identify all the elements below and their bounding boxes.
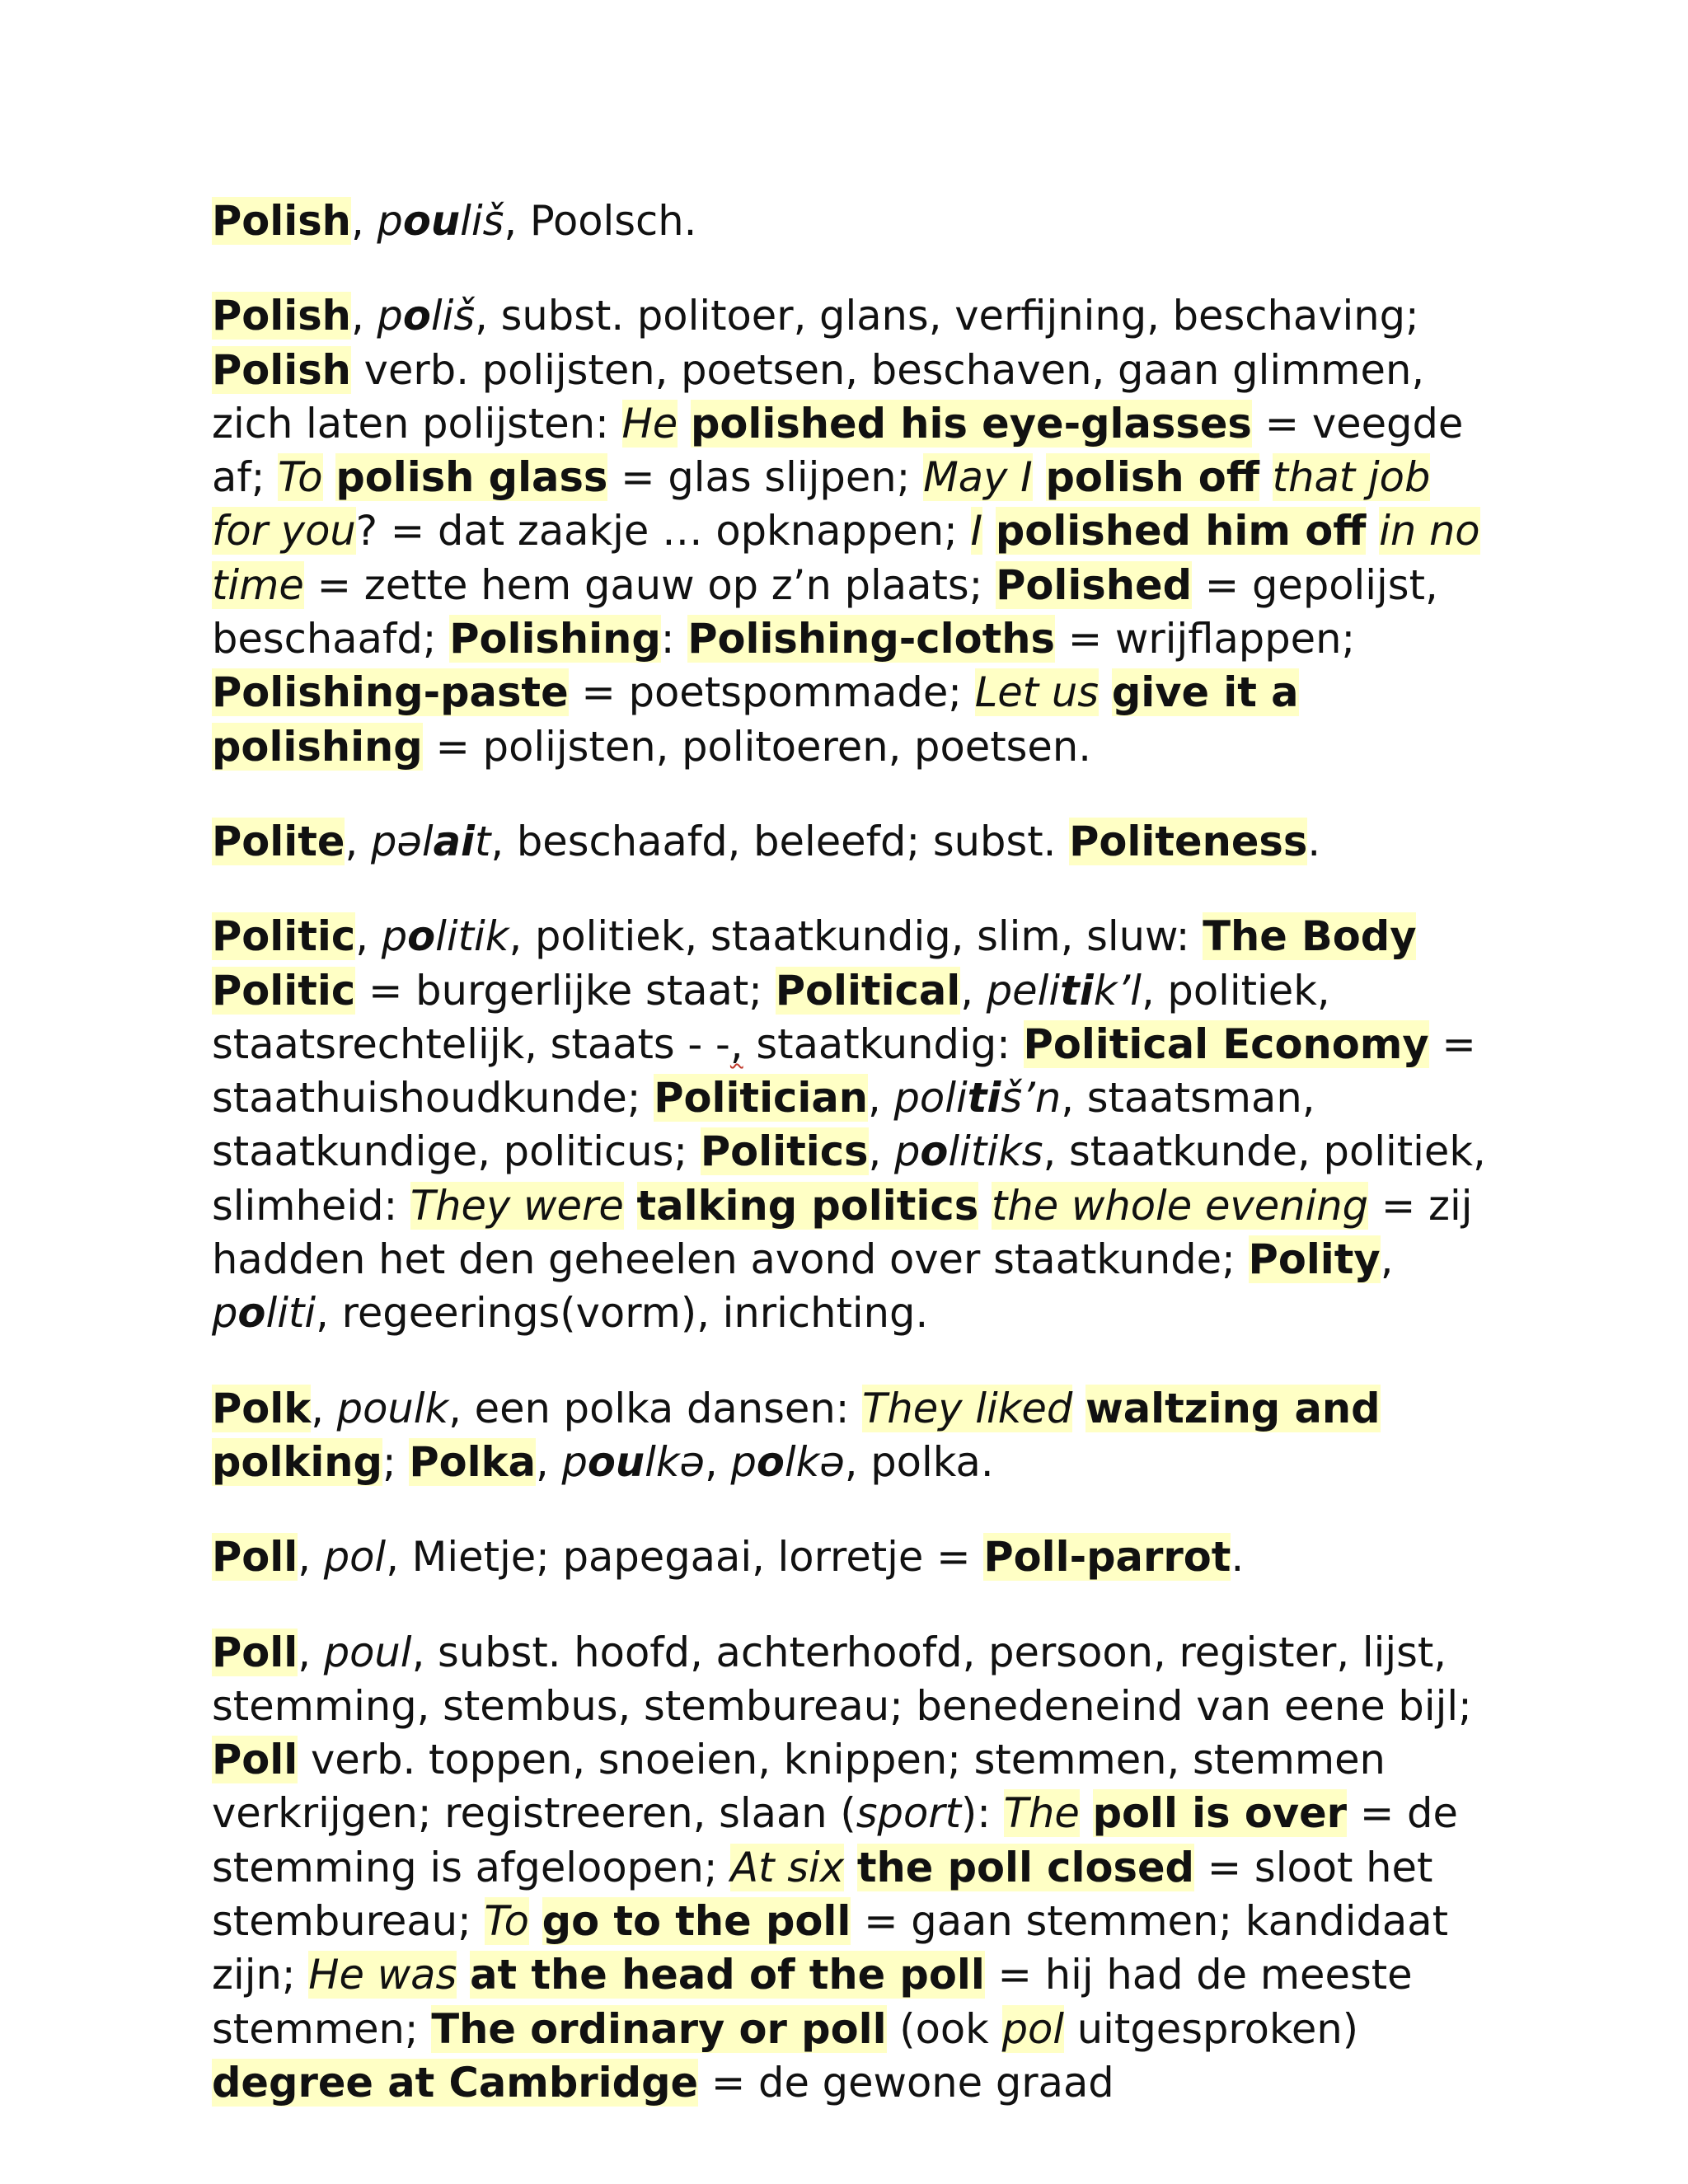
entry-text <box>1072 1385 1085 1432</box>
dictionary-entry <box>212 194 1498 248</box>
headword: Polished <box>996 560 1193 609</box>
entry-text: , staatkunde, politiek, slimheid: <box>212 1127 1486 1230</box>
pronunciation: liti <box>265 1289 316 1338</box>
entry-text <box>1080 1789 1093 1837</box>
example-text: the whole evening <box>991 1181 1369 1230</box>
entry-text: , <box>350 292 377 340</box>
entry-text: = burgerlijke staat; <box>355 966 776 1015</box>
pronunciation: š’n <box>1001 1074 1062 1122</box>
headword: give it a polishing <box>212 668 1299 771</box>
pronunciation: p <box>212 1289 238 1338</box>
headword: Poll <box>212 1628 298 1676</box>
headword: Polish <box>212 345 351 394</box>
pronunciation: lkə <box>645 1437 705 1486</box>
dictionary-entry <box>212 1382 1498 1490</box>
entry-text: , <box>868 1127 894 1176</box>
entry-text <box>529 1897 542 1945</box>
pronunciation: liš <box>430 292 476 340</box>
entry-text: , politiek, staatsrechtelijk, staats - - <box>212 966 1330 1068</box>
pronunciation: p <box>377 197 403 245</box>
headword: Polish <box>212 197 351 245</box>
pronunciation: o <box>407 912 436 961</box>
entry-text: , <box>345 817 371 865</box>
pronunciation: ou <box>587 1437 645 1486</box>
entry-text: = de stemming is afgeloopen; <box>212 1789 1458 1891</box>
entry-text: uitgesproken) <box>1064 2004 1359 2053</box>
example-text: He <box>621 399 678 448</box>
pronunciation: k’l <box>1093 966 1142 1015</box>
example-text: I <box>970 507 983 555</box>
entry-text: , een polka dansen: <box>448 1384 863 1432</box>
headword: Polishing-cloths <box>687 615 1055 663</box>
pronunciation: pol <box>323 1533 387 1582</box>
entry-text: ): <box>961 1789 1004 1838</box>
example-text: pol <box>1001 2004 1065 2053</box>
entry-text: , regeerings(vorm), inrichting. <box>316 1289 929 1338</box>
headword: the poll closed <box>856 1843 1194 1891</box>
entry-text: verb. toppen, snoeien, knippen; stemmen, stemmen verkrijgen; registreeren, slaan ( <box>212 1736 1386 1838</box>
entry-text: ? = dat zaakje … opknappen; <box>355 507 971 555</box>
entry-text: staatkundig: <box>743 1019 1024 1068</box>
entry-text: . <box>1231 1533 1245 1582</box>
headword: Polk <box>212 1384 312 1432</box>
entry-text <box>678 400 691 448</box>
entry-text <box>982 507 996 555</box>
entry-text: = hij had de meeste stemmen; <box>212 1951 1413 2053</box>
entry-text: , Poolsch. <box>504 197 697 245</box>
headword: Poll-parrot <box>983 1533 1231 1582</box>
entry-text: = gaan stemmen; kandidaat zijn; <box>212 1897 1448 1999</box>
dictionary-text <box>212 194 1498 2151</box>
entry-text: , staatsman, staatkundige, politicus; <box>212 1074 1315 1176</box>
headword: polish glass <box>335 453 608 502</box>
headword: at the head of the poll <box>470 1951 985 1999</box>
pronunciation: litiks <box>948 1127 1043 1176</box>
entry-text: = gepolijst, beschaafd; <box>212 560 1438 663</box>
headword: Polity <box>1248 1235 1381 1284</box>
entry-text: = wrijflappen; <box>1054 615 1356 663</box>
pronunciation: ou <box>402 197 461 245</box>
pronunciation: ti <box>1060 966 1094 1015</box>
entry-text: = poetspommade; <box>568 668 975 717</box>
entry-text: , <box>535 1437 562 1486</box>
dictionary-entry <box>212 1626 1498 2111</box>
pronunciation: pəl <box>370 817 434 865</box>
dictionary-entry <box>212 289 1498 774</box>
pronunciation: p <box>377 292 403 340</box>
entry-text: (ook <box>886 2004 1002 2053</box>
entry-text <box>1366 507 1379 555</box>
headword: go to the poll <box>542 1897 851 1946</box>
example-text: To <box>484 1897 529 1946</box>
pronunciation: peli <box>986 966 1061 1015</box>
entry-text: , polka. <box>844 1437 994 1486</box>
headword: waltzing and polking <box>212 1384 1381 1486</box>
headword: poll is over <box>1092 1789 1348 1838</box>
entry-text <box>457 1951 470 1999</box>
entry-text: : <box>660 615 688 663</box>
example-text: May I <box>923 453 1033 502</box>
headword: Political <box>775 966 961 1015</box>
pronunciation: o <box>402 292 431 340</box>
headword: polished his eye-glasses <box>690 399 1252 448</box>
pronunciation: poli <box>893 1074 968 1122</box>
headword: Political Economy <box>1023 1019 1429 1068</box>
pronunciation: poulk <box>336 1384 449 1432</box>
pronunciation: o <box>920 1127 949 1176</box>
headword: polish off <box>1045 453 1259 502</box>
pronunciation: litik <box>435 912 509 961</box>
entry-text: , <box>868 1074 894 1122</box>
entry-text: , <box>350 197 377 245</box>
headword: Politeness <box>1069 817 1308 865</box>
headword: Polite <box>212 817 345 865</box>
entry-text: = staathuishoudkunde; <box>212 1019 1476 1122</box>
entry-text <box>323 453 336 501</box>
entry-text: verb. polijsten, poetsen, beschaven, gaan glimmen, zich laten polijsten: <box>212 345 1425 448</box>
entry-text <box>978 1182 992 1230</box>
entry-text: . <box>1307 817 1321 865</box>
headword: The Body Politic <box>212 912 1417 1015</box>
example-text: They liked <box>862 1384 1073 1432</box>
dictionary-entry <box>212 815 1498 869</box>
entry-text <box>844 1844 857 1891</box>
example-text: They were <box>410 1181 624 1230</box>
example-text: He was <box>308 1951 457 1999</box>
entry-text <box>624 1182 637 1230</box>
headword: degree at Cambridge <box>212 2058 699 2107</box>
headword: Politician <box>654 1074 868 1122</box>
entry-text: = zij hadden het den geheelen avond over staatkunde; <box>212 1181 1473 1284</box>
entry-text: = sloot het stembureau; <box>212 1843 1433 1946</box>
entry-text: , subst. hoofd, achterhoofd, persoon, register, lijst, stemming, stembus, stembureau; benedeneind van eene bijl; <box>212 1628 1472 1730</box>
entry-text: , <box>705 1437 731 1486</box>
entry-text: , <box>355 912 382 961</box>
entry-text <box>1259 453 1273 501</box>
entry-text: , Mietje; papegaai, lorretje = <box>386 1533 984 1582</box>
headword: polished him off <box>995 507 1367 555</box>
pronunciation: lkə <box>784 1437 845 1486</box>
pronunciation: ai <box>433 817 475 865</box>
entry-text <box>1033 453 1046 501</box>
entry-text: , <box>298 1628 324 1676</box>
example-text: Let us <box>974 668 1100 717</box>
entry-text: = de gewone graad <box>698 2058 1114 2107</box>
dictionary-entry <box>212 910 1498 1340</box>
pronunciation: liš <box>460 197 504 245</box>
entry-text: , <box>298 1533 324 1582</box>
entry-text: = polijsten, politoeren, poetsen. <box>422 722 1091 771</box>
pronunciation: sport <box>856 1789 961 1838</box>
example-text: To <box>278 453 323 502</box>
headword: Polishing <box>449 615 661 663</box>
headword: Polka <box>409 1437 536 1486</box>
headword: Poll <box>212 1533 298 1582</box>
entry-text: ; <box>382 1437 410 1486</box>
pronunciation: o <box>237 1289 266 1338</box>
entry-text: , <box>311 1384 337 1432</box>
headword: Poll <box>212 1736 298 1784</box>
pronunciation: poul <box>323 1628 412 1676</box>
example-text: that job for you <box>212 453 1431 555</box>
pronunciation: t <box>474 817 491 865</box>
headword: Polish <box>212 292 351 340</box>
entry-text: = zette hem gauw op z’n plaats; <box>303 560 996 609</box>
entry-text <box>1099 668 1112 716</box>
headword: Polishing-paste <box>212 668 569 717</box>
dictionary-entry <box>212 1530 1498 1584</box>
example-text: The <box>1003 1789 1080 1838</box>
entry-text: , subst. politoer, glans, verfijning, beschaving; <box>475 292 1419 340</box>
entry-text: = veegde af; <box>212 399 1464 502</box>
pronunciation: ti <box>967 1074 1001 1122</box>
example-text: in no time <box>212 507 1480 609</box>
pronunciation: p <box>893 1127 921 1176</box>
pronunciation: p <box>381 912 408 961</box>
entry-text: , politiek, staatkundig, slim, sluw: <box>509 912 1203 961</box>
entry-text: , <box>960 966 987 1015</box>
entry-text: = glas slijpen; <box>607 453 924 502</box>
pronunciation: p <box>730 1437 757 1486</box>
pronunciation: o <box>756 1437 785 1486</box>
spelling-mark: , <box>729 1019 743 1068</box>
entry-text: , <box>1380 1235 1394 1284</box>
headword: talking politics <box>636 1181 979 1230</box>
headword: Politics <box>700 1127 869 1176</box>
headword: The ordinary or poll <box>431 2004 887 2053</box>
headword: Politic <box>212 912 356 961</box>
entry-text: , beschaafd, beleefd; subst. <box>490 817 1070 865</box>
pronunciation: p <box>561 1437 588 1486</box>
example-text: At six <box>730 1843 845 1891</box>
